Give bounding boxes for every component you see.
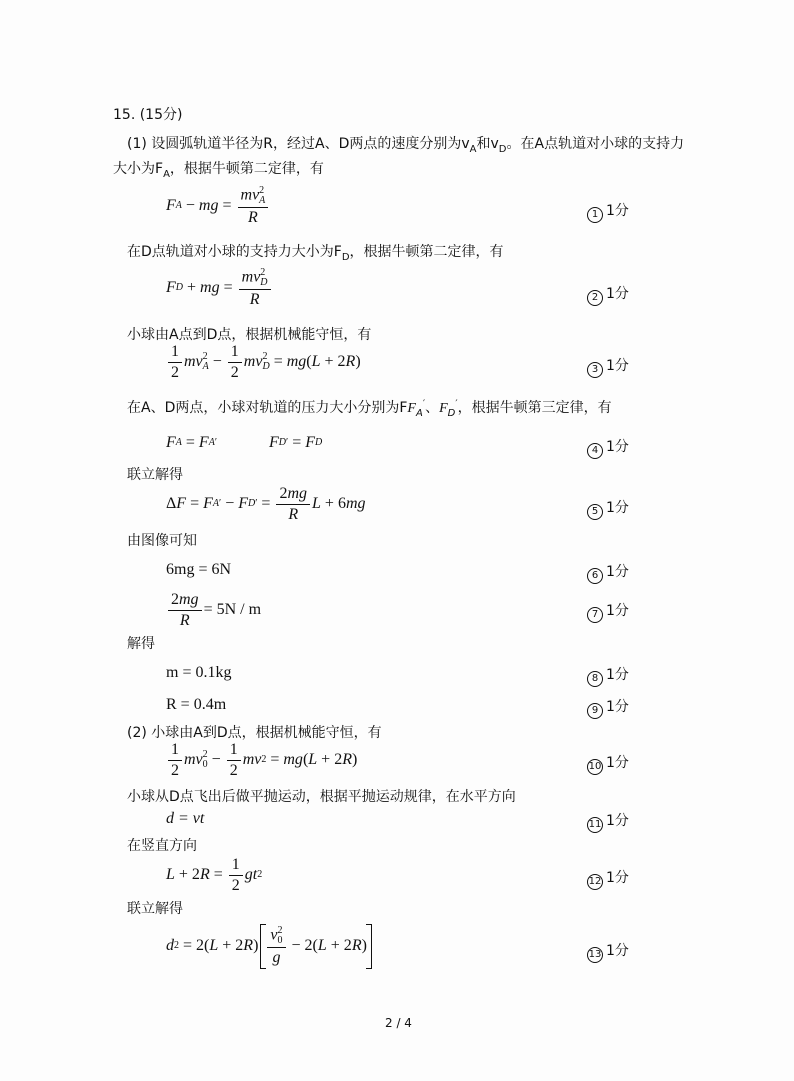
equation-2: F D + mg = mv 2 D R [166,268,273,309]
equation-11: d = vt [166,810,205,827]
text-pressure: 在A、D两点，小球对轨道的压力大小分别为$FF_A'$、$F_D'$，根据牛顿第三定律，有 [127,398,612,419]
score-mark-6: 6 1分 [587,561,629,584]
equation-3: $\frac{1}{2}$ mv 2 A − $\frac{1}{2}$ mv 2 D = mg ( L + 2 R ) [166,343,361,381]
score-mark-3: 3 1分 [587,355,629,378]
score-mark-9: 9 1分 [587,696,629,719]
text-graph: 由图像可知 [127,533,197,549]
page-number: 2 / 4 [385,1016,412,1030]
equation-7: $\frac{2mg}{R}$ = 5N / m [166,591,261,629]
question-header: 15. (15分) [113,107,183,123]
text-solve-1: 联立解得 [127,467,183,483]
score-mark-1: 1 1分 [587,200,629,223]
text-solve-3: 联立解得 [127,901,183,917]
part1-intro-line2: 大小为$F_A$，根据牛顿第二定律，有 [113,161,324,180]
equation-6: 6mg = 6N [166,561,232,578]
text-solve-2: 解得 [127,636,155,652]
part2-intro: (2) 小球由A到D点，根据机械能守恒，有 [127,725,382,741]
equation-9: R = 0.4m [166,696,227,713]
score-mark-4: 4 1分 [587,436,629,459]
equation-4: F A = F A ′ F D ′ = F D [166,434,323,451]
part1-intro-line1: (1) 设圆弧轨道半径为R，经过A、D两点的速度分别为$v_A$和$v_D$。在A点轨道对小球的支持力 [127,136,685,155]
text-projectile: 小球从D点飞出后做平抛运动，根据平抛运动规律，在水平方向 [127,789,516,805]
score-mark-7: 7 1分 [587,600,629,623]
equation-8: m = 0.1kg [166,664,232,681]
score-mark-13: 13 1分 [587,940,629,963]
equation-5: Δ F = F A ′ − F D ′ = $\frac{2mg}{R}$ L + 6 mg [166,485,366,523]
score-mark-10: 10 1分 [587,752,629,775]
text-vertical: 在竖直方向 [127,838,197,854]
score-mark-12: 12 1分 [587,867,629,890]
text-energy: 小球由A点到D点，根据机械能守恒，有 [127,327,372,343]
score-mark-8: 8 1分 [587,664,629,687]
score-mark-11: 11 1分 [587,810,629,833]
equation-13: d 2 = 2( L + 2 R ) v 2 0 g − 2( L + 2 R ) [166,924,372,969]
equation-1: F A − mg = mv 2 A R [166,186,270,227]
equation-10: $\frac{1}{2}$ mv 2 0 − $\frac{1}{2}$ mv 2 = mg ( L + 2 R ) [166,741,357,779]
score-mark-2: 2 1分 [587,283,629,306]
score-mark-5: 5 1分 [587,497,629,520]
text-d-support: 在D点轨道对小球的支持力大小为$F_D$，根据牛顿第二定律，有 [127,244,504,263]
equation-12: L + 2 R = $\frac{1}{2}$ gt 2 [166,856,263,894]
